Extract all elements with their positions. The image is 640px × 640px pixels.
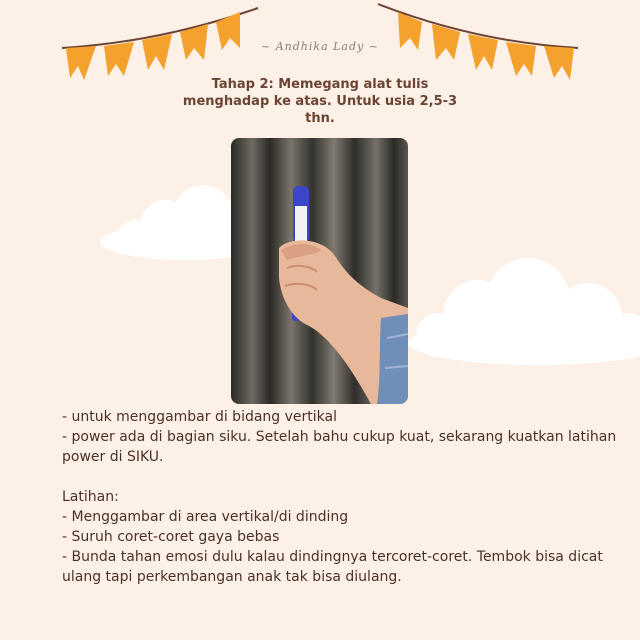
body-text xyxy=(62,407,622,587)
body-line: - Bunda tahan emosi dulu kalau dindingnya tercoret-coret. Tembok bisa dicat ulang tapi perkembangan anak tak bisa diulang. xyxy=(62,549,603,585)
signature-swirl-left-icon: ~ xyxy=(261,40,272,53)
signature-text: Andhika Lady xyxy=(275,40,365,53)
hand-holding-marker-photo xyxy=(231,138,408,404)
signature xyxy=(0,40,640,53)
cloud-right-icon xyxy=(408,255,640,365)
body-line: - power ada di bagian siku. Setelah bahu cukup kuat, sekarang kuatkan latihan power di SIKU. xyxy=(62,429,617,465)
body-line: - Menggambar di area vertikal/di dinding xyxy=(62,509,349,525)
page-title: Tahap 2: Memegang alat tulis menghadap ke atas. Untuk usia 2,5-3 thn. xyxy=(182,77,458,126)
body-line: Latihan: xyxy=(62,489,119,505)
body-line: - Suruh coret-coret gaya bebas xyxy=(62,529,280,545)
signature-swirl-right-icon: ~ xyxy=(368,40,379,53)
body-line: - untuk menggambar di bidang vertikal xyxy=(62,409,337,425)
